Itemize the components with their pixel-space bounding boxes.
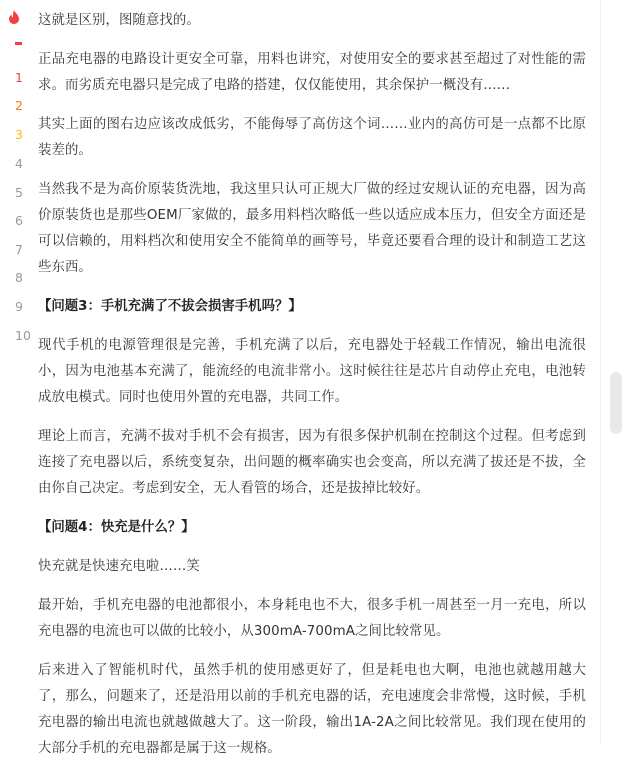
article-paragraph: 现代手机的电源管理很是完善，手机充满了以后，充电器处于轻载工作情况，输出电流很小，因为电池基本充满了，能流经的电流非常小。这时候往往是芯片自动停止充电，电池转成放电模式。同时也使用外置的充电器，共同工作。 [38,338,586,405]
hot-list-rank-10[interactable]: 10 [15,328,31,343]
section-heading: 【问题3：手机充满了不拔会损害手机吗？】 [38,299,302,314]
article-paragraph: 后来进入了智能机时代，虽然手机的使用感更好了，但是耗电也大啊，电池也就越用越大了，那么，问题来了，还是沿用以前的手机充电器的话，充电速度会非常慢，这时候，手机充电器的输出电流也就越做越大了。这一阶段，输出1A-2A之间比较常见。我们现在使用的大部分手机的充电器都是属于这一规格。 [38,663,586,756]
hot-list-rank-2[interactable]: 2 [15,98,23,113]
hot-list-rank-9[interactable]: 9 [15,299,23,314]
fire-icon [8,10,20,24]
article-paragraph: 快充就是快速充电啦……笑 [38,559,200,574]
article-paragraph: 正品充电器的电路设计更安全可靠，用料也讲究，对使用安全的要求甚至超过了对性能的需求。而劣质充电器只是完成了电路的搭建，仅仅能使用，其余保护一概没有…… [38,52,586,93]
hot-list-rank-8[interactable]: 8 [15,270,23,285]
hot-list-marker [15,42,22,45]
article-paragraph: 当然我不是为高价原装货洗地，我这里只认可正规大厂做的经过安规认证的充电器，因为高价原装货也是那些OEM厂家做的，最多用料档次略低一些以适应成本压力，但安全方面还是可以信赖的，用料档次和使用安全不能简单的画等号，毕竟还要看合理的设计和制造工艺这些东西。 [38,182,586,275]
section-heading: 【问题4：快充是什么？】 [38,520,195,535]
hot-list-rank-6[interactable]: 6 [15,213,23,228]
article-paragraph: 这就是区别，图随意找的。 [38,13,200,28]
article-paragraph: 理论上而言，充满不拔对手机不会有损害，因为有很多保护机制在控制这个过程。但考虑到连接了充电器以后，系统变复杂，出问题的概率确实也会变高，所以充满了拔还是不拔，全由你自己决定。考虑到安全，无人看管的场合，还是拔掉比较好。 [38,429,586,496]
hot-list-rank-7[interactable]: 7 [15,242,23,257]
article-paragraph: 其实上面的图右边应该改成低劣，不能侮辱了高仿这个词……业内的高仿可是一点都不比原装差的。 [38,117,586,158]
hot-list-rank-1[interactable]: 1 [15,70,23,85]
article-paragraph: 最开始，手机充电器的电池都很小，本身耗电也不大，很多手机一周甚至一月一充电，所以充电器的电流也可以做的比较小，从300mA-700mA之间比较常见。 [38,598,586,639]
scrollbar-thumb[interactable] [610,372,622,434]
hot-list-rank-3[interactable]: 3 [15,127,23,142]
hot-list-rank-4[interactable]: 4 [15,156,23,171]
hot-list-rank-5[interactable]: 5 [15,185,23,200]
